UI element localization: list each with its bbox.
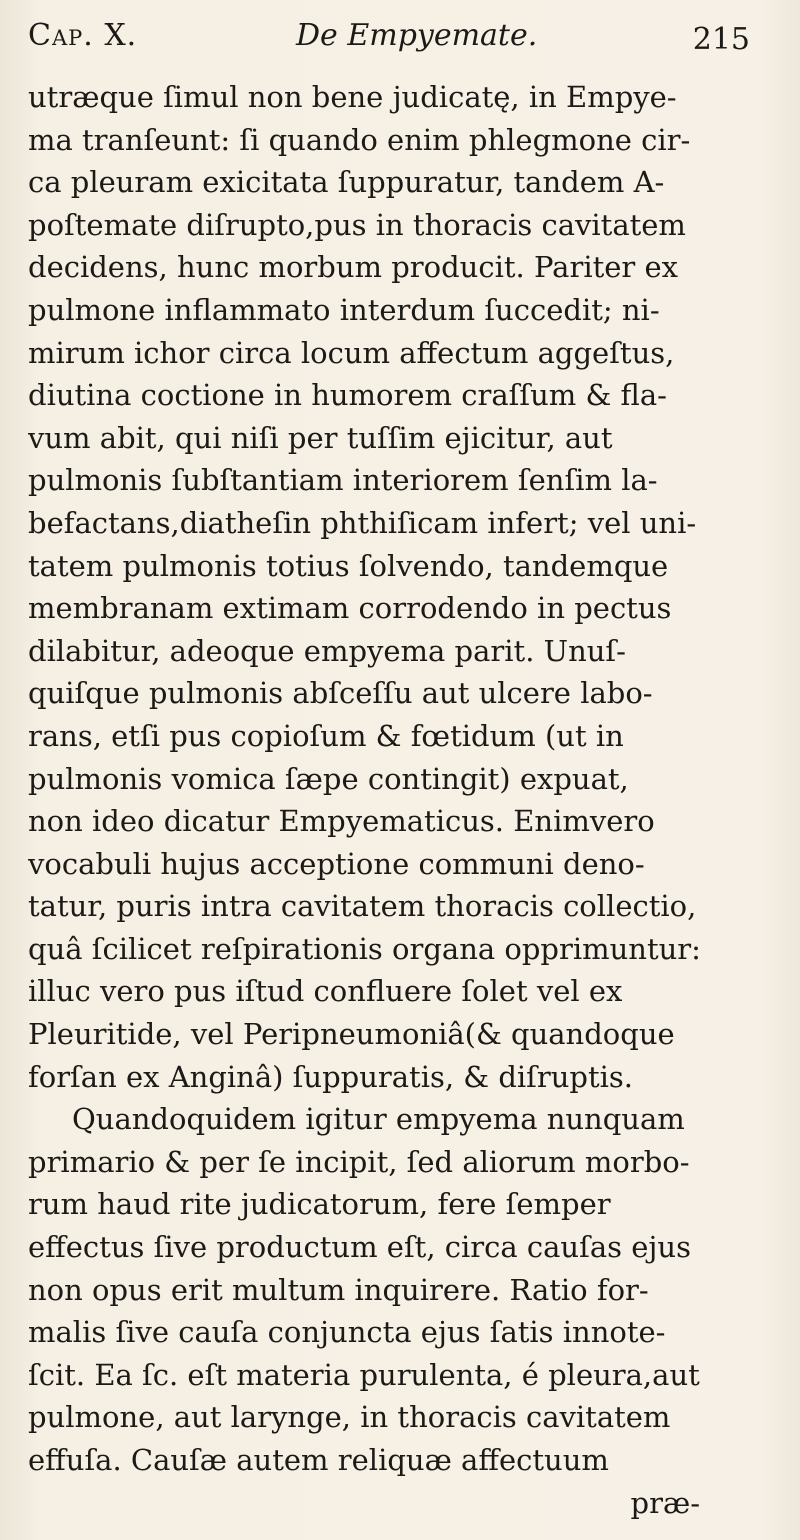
text-line: primario & per ſe incipit, ſed aliorum morbo- [28,1144,690,1179]
text-line: utræque ſimul non bene judicatę, in Empye- [28,80,677,114]
text-line: Pleuritide, vel Peripneumoniâ(& quandoque [28,1017,675,1052]
text-line: vum abit, qui niſi per tuſſim ejicitur, aut [28,420,613,455]
text-line: ca pleuram exicitata ſuppuratur, tandem A- [28,165,665,200]
page-number: 215 [692,22,750,57]
text-line: malis ſive cauſa conjuncta ejus ſatis innote- [28,1315,666,1350]
catchword: præ- [630,1485,700,1520]
text-line: pulmone, aut larynge, in thoracis cavitatem [28,1400,671,1435]
text-line: non ideo dicatur Empyematicus. Enimvero [28,804,655,839]
text-line: tatem pulmonis totius ſolvendo, tandemque [28,548,669,583]
running-title: De Empyemate. [296,18,538,53]
text-line: quiſque pulmonis abſceſſu aut ulcere labo- [28,676,653,711]
text-line: dilabitur, adeoque empyema parit. Unuſ- [28,633,626,668]
text-line: illuc vero pus iſtud confluere ſolet vel ex [28,974,623,1009]
text-line: pulmone inflammato interdum ſuccedit; ni- [28,292,660,327]
text-line: rans, etſi pus copioſum & fœtidum (ut in [28,718,624,753]
text-line: pulmonis vomica ſæpe contingit) expuat, [28,761,629,796]
text-line: mirum ichor circa locum affectum aggeſtus, [28,335,675,370]
text-line: rum haud rite judicatorum, fere ſemper [28,1187,611,1222]
page-header [28,14,780,62]
chapter-heading: Cap. X. [28,18,138,53]
text-line: ſcit. Ea ſc. eſt materia purulenta, é pleura,aut [28,1357,700,1392]
text-line: ma tranſeunt: ſi quando enim phlegmone cir- [28,122,691,157]
text-line: vocabuli hujus acceptione communi deno- [28,846,645,881]
body-text [28,76,780,1524]
text-line: diutina coctione in humorem craſſum & fla- [28,378,667,413]
text-line: decidens, hunc morbum producit. Pariter ex [28,250,679,285]
text-line: quâ ſcilicet reſpirationis organa opprimuntur: [28,931,701,966]
paragraph-start-line: Quandoquidem igitur empyema nunquam [72,1102,685,1137]
text-line: tatur, puris intra cavitatem thoracis collectio, [28,889,697,924]
text-line: membranam extimam corrodendo in pectus [28,591,672,626]
text-line: poſtemate diſrupto,pus in thoracis cavitatem [28,207,686,242]
text-line: pulmonis ſubſtantiam interiorem ſenſim la- [28,463,658,498]
text-line: forſan ex Anginâ) ſuppuratis, & diſruptis. [28,1059,634,1094]
text-line: effuſa. Cauſæ autem reliquæ affectuum [28,1443,609,1477]
text-line: non opus erit multum inquirere. Ratio for- [28,1272,649,1307]
text-line: befactans,diatheſin phthiſicam infert; vel uni- [28,505,697,540]
text-line: effectus ſive productum eſt, circa cauſas ejus [28,1230,691,1265]
